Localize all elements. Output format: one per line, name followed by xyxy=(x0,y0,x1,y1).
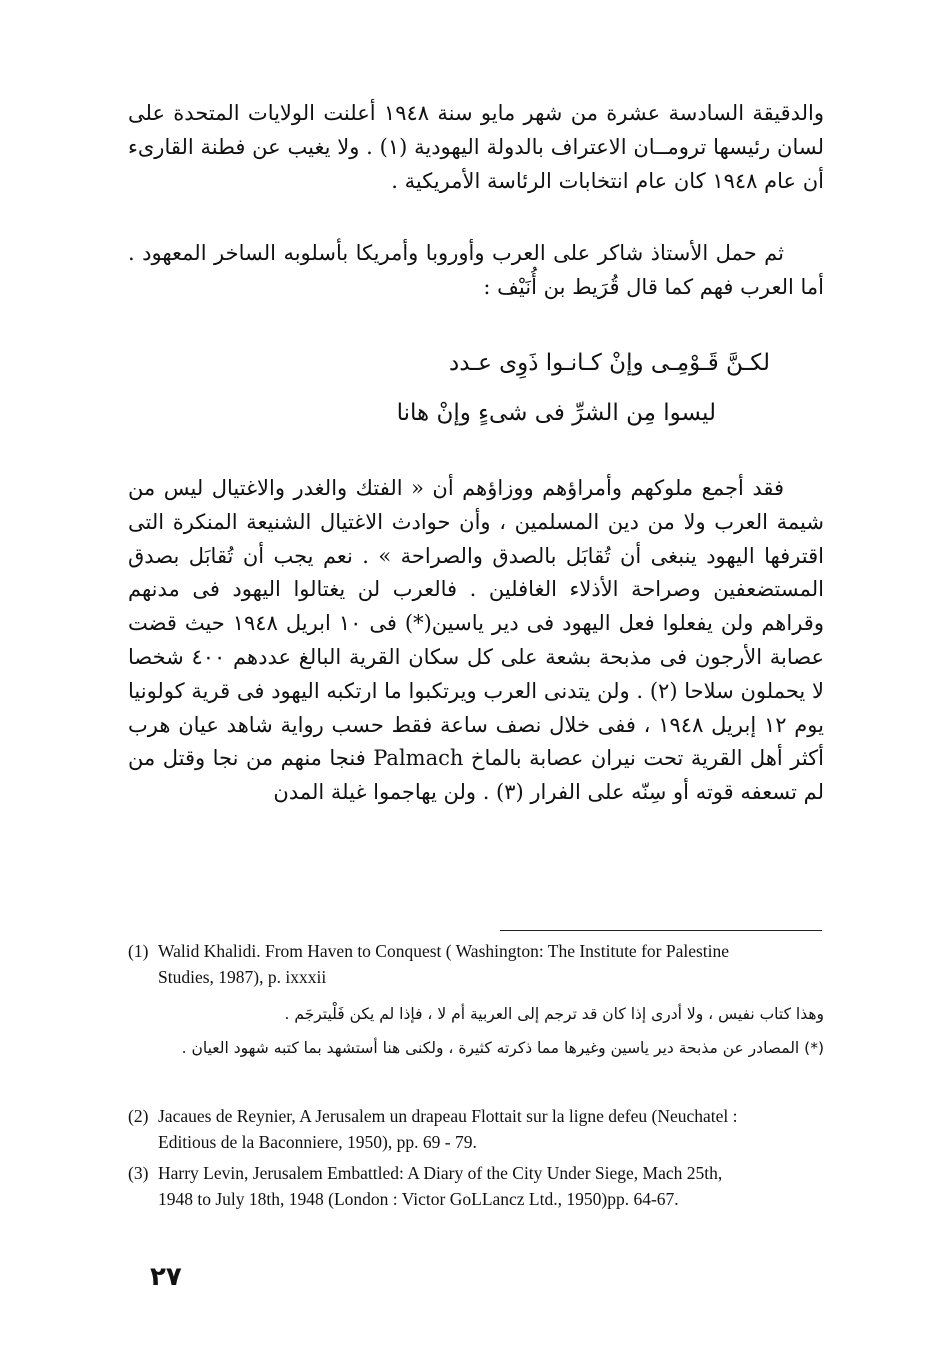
footnote-2-line-1: Jacaues de Reynier, A Jerusalem un drapeau Flottait sur la ligne defeu (Neuchatel : xyxy=(158,1106,738,1126)
paragraph-2 xyxy=(128,237,824,305)
footnote-star-note: (*) المصادر عن مذبحة دير ياسين وغيرها مما ذكرته كثيرة ، ولكنى هنا أستشهد بما كتبه شهود العيان . xyxy=(181,1039,824,1057)
footnote-3-number: (3) xyxy=(128,1163,149,1183)
footnote-3-line-1: Harry Levin, Jerusalem Embattled: A Diary of the City Under Siege, Mach 25th, xyxy=(158,1163,723,1183)
paragraph-1 xyxy=(128,97,824,198)
paragraph-2-text: ثم حمل الأستاذ شاكر على العرب وأوروبا وأمريكا بأسلوبه الساخر المعهود . أما العرب فهم كما قال قُرَيط بن أُنَيْف : xyxy=(128,241,824,299)
poem-line-1: لكـنَّ قَـوْمِـى وإنْ كـانـوا ذَوِى عـدد xyxy=(449,350,770,376)
paragraph-3-text: فقد أجمع ملوكهم وأمراؤهم ووزاؤهم أن « الفتك والغدر والاغتيال ليس من شيمة العرب ولا من دين المسلمين ، وأن حوادث الاغتيال الشنيعة المنكرة التى اقترفها اليهود ينبغى أن تُقابَل بالصدق والصراحة » . نعم يجب أن تُقابَل بصدق المستضعفين وصراحة الأذلاء الغافلين . فالعرب لن يغتالوا اليهود فى مدنهم وقراهم ولن يفعلوا فعل اليهود فى دير ياسين(*) فى ١٠ ابريل ١٩٤٨ حيث قضت عصابة الأرجون فى مذبحة بشعة على كل سكان القرية البالغ عددهم ٤٠٠ شخصا لا يحملون سلاحا (٢) . ولن يتدنى العرب ويرتكبوا ما ارتكبه اليهود فى قرية كولونيا يوم ١٢ إبريل ١٩٤٨ ، ففى خلال نصف ساعة فقط حسب رواية شاهد عيان هرب أكثر أهل القرية تحت نيران عصابة بالماخ Palmach فنجا منهم من نجا وقتل من لم تسعفه قوته أو سِنّه على الفرار (٣) . ولن يهاجموا غيلة المدن xyxy=(128,476,825,805)
footnote-2-number: (2) xyxy=(128,1106,149,1126)
paragraph-1-text: والدقيقة السادسة عشرة من شهر مايو سنة ١٩٤٨ أعلنت الولايات المتحدة على لسان رئيسها ترومــان الاعتراف بالدولة اليهودية (١) . ولا يغيب عن فطنة القارىء أن عام ١٩٤٨ كان عام انتخابات الرئاسة الأمريكية . xyxy=(128,101,825,193)
footnote-1-line-1: Walid Khalidi. From Haven to Conquest ( Washington: The Institute for Palestine xyxy=(158,941,730,961)
footnote-1 xyxy=(128,938,828,990)
page-number: ٢٧ xyxy=(150,1262,182,1292)
footnote-3 xyxy=(128,1160,828,1212)
footnote-2 xyxy=(128,1103,828,1155)
footnote-1-arabic-note: وهذا كتاب نفيس ، ولا أدرى إذا كان قد ترجم إلى العربية أم لا ، فإذا لم يكن فَلْيترجَم . xyxy=(284,1005,824,1023)
footnote-2-line-2: Editious de la Baconniere, 1950), pp. 69 - 79. xyxy=(158,1132,477,1152)
poem-line-2: ليسوا مِن الشرِّ فى شىءٍ وإنْ هانا xyxy=(396,400,716,426)
footnote-1-number: (1) xyxy=(128,941,149,961)
paragraph-3 xyxy=(128,472,824,810)
footnote-separator xyxy=(500,930,822,931)
footnote-1-line-2: Studies, 1987), p. ixxxii xyxy=(158,967,327,987)
footnote-3-line-2: 1948 to July 18th, 1948 (London : Victor GoLLancz Ltd., 1950)pp. 64-67. xyxy=(158,1189,679,1209)
